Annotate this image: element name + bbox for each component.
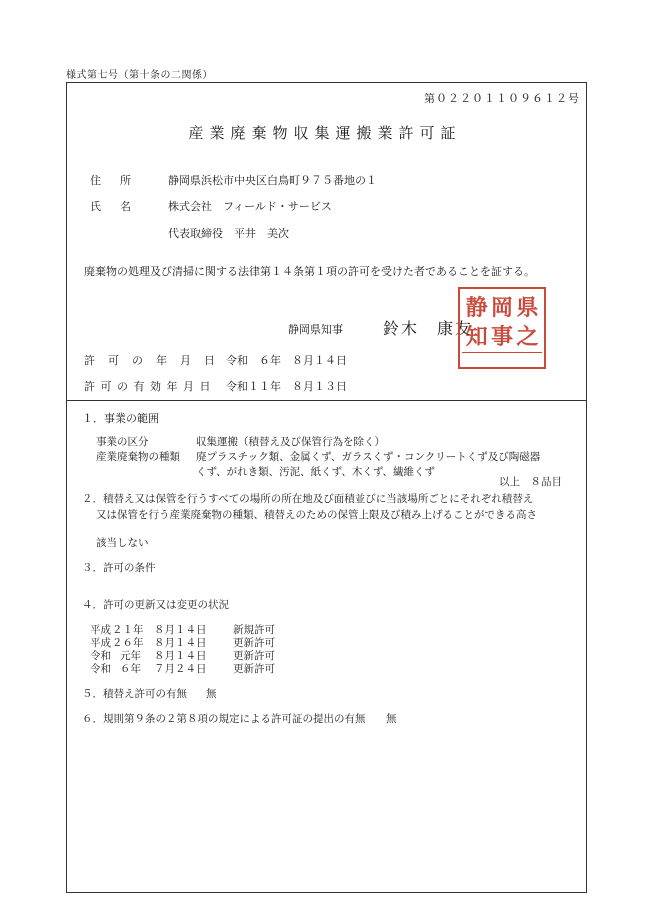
section-1-title: １．事業の範囲 (82, 412, 159, 425)
permit-date-label: 許 可 の 年 月 日 (84, 354, 216, 367)
history-era: 平成 (90, 637, 111, 649)
seal-bottom-band (462, 352, 542, 365)
section-2-value: 該当しない (96, 537, 149, 549)
official-seal (458, 287, 546, 369)
expiry-date-label: 許 可 の 有 効 年 月 日 (84, 380, 212, 393)
certificate-title: 産業廃棄物収集運搬業許可証 (188, 124, 462, 142)
seal-char: 岡 (490, 294, 513, 321)
section-3-title: ３．許可の条件 (82, 562, 156, 574)
history-status: 更新許可 (233, 650, 275, 662)
seal-char: 知 (465, 323, 488, 350)
section-6-title: ６．規則第９条の２第８項の規定による許可証の提出の有無 (82, 713, 366, 725)
history-era: 令和 (90, 650, 111, 662)
seal-char: 之 (516, 323, 539, 350)
seal-char: 静 (465, 294, 488, 321)
name-label: 氏 名 (90, 200, 135, 213)
company-name: 株式会社 フィールド・サービス (168, 200, 332, 213)
address-label: 住 所 (90, 174, 135, 187)
permit-number: 第０２２０１１０９６１２号 (424, 92, 580, 105)
seal-char: 県 (516, 294, 539, 321)
history-status: 新規許可 (233, 624, 275, 636)
history-year: 元年 (120, 650, 141, 662)
history-month-day: ７月２４日 (154, 663, 207, 675)
section-5-title: ５．積替え許可の有無 (82, 688, 187, 700)
section-2-line-1: ２．積替え又は保管を行うすべての場所の所在地及び面積並びに当該場所ごとにそれぞれ積替え (82, 493, 534, 505)
history-year: ６年 (120, 663, 141, 675)
history-status: 更新許可 (233, 663, 275, 675)
business-category: 収集運搬（積替え及び保管行為を除く） (196, 436, 385, 448)
business-category-label: 事業の区分 (96, 436, 149, 448)
section-2-line-2: 又は保管を行う産業廃棄物の種類、積替えのための保管上限及び積み上げることができる高さ (96, 509, 537, 521)
section-divider (66, 400, 587, 401)
waste-types-line-2: くず、がれき類、汚泥、紙くず、木くず、繊維くず (196, 466, 435, 478)
section-5-value: 無 (206, 688, 217, 700)
issuer-signature: 鈴木 康友 (383, 319, 474, 338)
waste-types-line-1: 廃プラスチック類、金属くず、ガラスくず・コンクリートくず及び陶磁器 (196, 451, 541, 463)
section-4-title: ４．許可の更新又は変更の状況 (82, 599, 229, 611)
history-era: 平成 (90, 624, 111, 636)
history-row (90, 648, 310, 662)
permit-date: 令和 ６年 ８月１４日 (226, 354, 347, 367)
section-6-value: 無 (386, 713, 397, 725)
history-month-day: ８月１４日 (154, 650, 207, 662)
form-label: 様式第七号（第十条の二関係） (66, 70, 213, 81)
item-count: 以上 ８品目 (499, 476, 562, 488)
expiry-date: 令和１１年 ８月１３日 (226, 380, 347, 393)
history-era: 令和 (90, 663, 111, 675)
representative-name: 代表取締役 平井 美次 (168, 227, 289, 240)
certification-statement: 廃棄物の処理及び清掃に関する法律第１４条第１項の許可を受けた者であることを証する。 (84, 265, 535, 278)
address-value: 静岡県浜松市中央区白鳥町９７５番地の１ (168, 174, 377, 187)
history-row (90, 661, 310, 675)
waste-types-label: 産業廃棄物の種類 (96, 451, 180, 463)
history-status: 更新許可 (233, 637, 275, 649)
history-month-day: ８月１４日 (154, 637, 207, 649)
history-year: ２６年 (112, 637, 144, 649)
seal-char: 事 (490, 323, 513, 350)
history-row (90, 635, 310, 649)
history-row (90, 622, 310, 636)
history-year: ２１年 (112, 624, 144, 636)
history-month-day: ８月１４日 (154, 624, 207, 636)
issuer-title: 静岡県知事 (288, 323, 343, 336)
